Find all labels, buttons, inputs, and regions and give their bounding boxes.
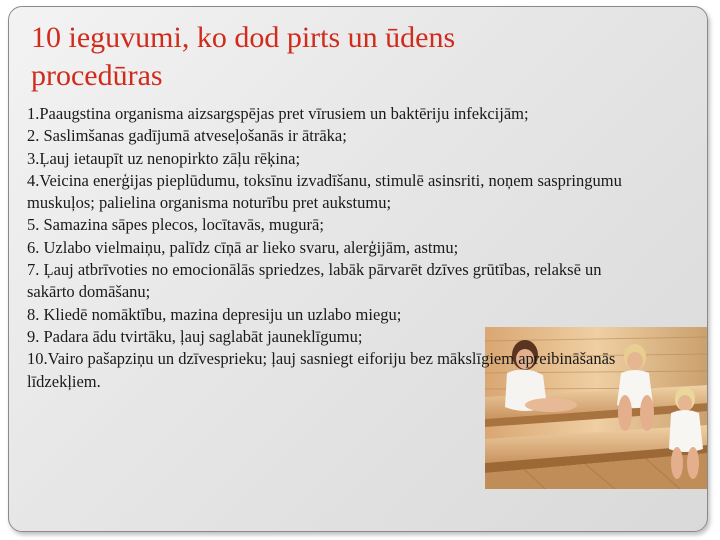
list-item: 7. Ļauj atbrīvoties no emocionālās spriedzes, labāk pārvarēt dzīves grūtības, relaksē un sakārto domāšanu;: [27, 260, 602, 302]
list-item: 10.Vairo pašapziņu un dzīvesprieku; ļauj sasniegt eiforiju bez mākslīgiem apreibināšanās līdzekļiem.: [27, 349, 616, 391]
title-line-1: 10 ieguvumi, ko dod pirts un ūdens: [31, 21, 456, 54]
slide: [8, 6, 708, 532]
list-item: 4.Veicina enerģijas pieplūdumu, toksīnu izvadīšanu, stimulē asinsriti, noņem saspringumu muskuļos; palielina organisma noturību pret aukstumu;: [27, 170, 622, 213]
title-line-2: procedūras: [31, 59, 163, 92]
list-item: 1.Paaugstina organisma aizsargspējas pret vīrusiem un baktēriju infekcijām;: [27, 104, 529, 123]
list-item: 2. Saslimšanas gadījumā atveseļošanās ir ātrāka;: [27, 126, 347, 146]
list-item: 5. Samazina sāpes plecos, locītavās, mugurā;: [27, 215, 324, 235]
slide-title: [31, 19, 591, 95]
list-item: 9. Padara ādu tvirtāku, ļauj saglabāt jauneklīgumu;: [27, 326, 363, 346]
list-item: 8. Kliedē nomāktību, mazina depresiju un uzlabo miegu;: [27, 304, 402, 324]
list-item: 6. Uzlabo vielmaiņu, palīdz cīņā ar lieko svaru, alerģijām, astmu;: [27, 237, 459, 257]
benefits-list: [27, 103, 647, 393]
list-item: 3.Ļauj ietaupīt uz nenopirkto zāļu rēķina;: [27, 148, 301, 168]
